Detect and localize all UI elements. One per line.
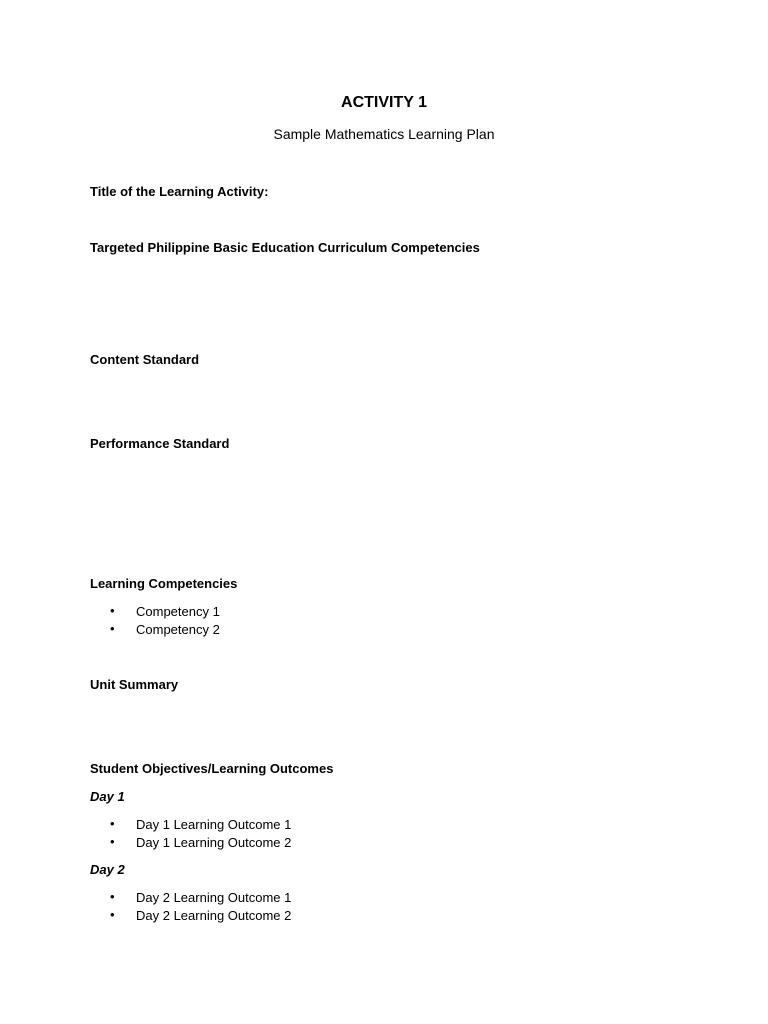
bullet-icon: •	[110, 889, 115, 904]
outcome-text: Day 1 Learning Outcome 1	[136, 817, 292, 832]
day-2-label: Day 2	[90, 862, 125, 877]
heading-targeted-competencies: Targeted Philippine Basic Education Curriculum Competencies	[90, 240, 480, 255]
bullet-icon: •	[110, 816, 115, 831]
bullet-icon: •	[110, 620, 115, 636]
outcome-text: Day 2 Learning Outcome 2	[136, 907, 292, 923]
outcome-text: Day 1 Learning Outcome 2	[136, 834, 292, 850]
page-title: ACTIVITY 1	[341, 94, 427, 111]
bullet-icon: •	[110, 906, 115, 922]
competency-text: Competency 1	[136, 604, 220, 619]
bullet-icon: •	[110, 603, 115, 618]
heading-learning-competencies: Learning Competencies	[90, 576, 238, 591]
heading-performance-standard: Performance Standard	[90, 436, 230, 451]
heading-unit-summary: Unit Summary	[90, 677, 179, 692]
heading-content-standard: Content Standard	[90, 352, 200, 367]
bullet-icon: •	[110, 833, 115, 849]
page-subtitle: Sample Mathematics Learning Plan	[273, 126, 495, 142]
competency-text: Competency 2	[136, 621, 220, 637]
day-1-label: Day 1	[90, 789, 125, 804]
outcome-text: Day 2 Learning Outcome 1	[136, 890, 292, 905]
heading-title-of-learning-activity: Title of the Learning Activity:	[90, 184, 269, 199]
heading-student-objectives: Student Objectives/Learning Outcomes	[90, 761, 334, 776]
